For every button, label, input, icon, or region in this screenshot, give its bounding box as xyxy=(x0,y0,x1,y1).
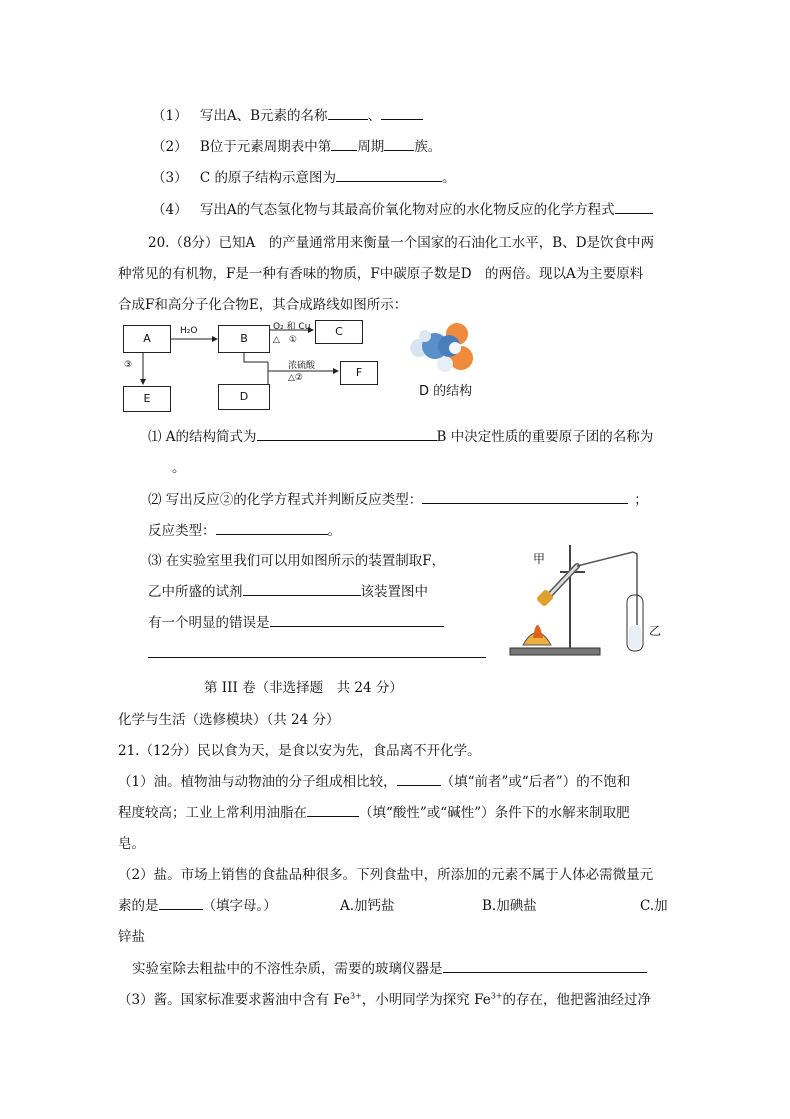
label-jia: 甲 xyxy=(533,552,546,566)
q21-sub3-line1: （3）酱。国家标准要求酱油中含有 $Fe^{3+}$，小明同学为探究 $Fe^{3+}$的存在，他把酱油经过净 xyxy=(118,991,652,1008)
option-a[interactable]: A.加钙盐 xyxy=(340,898,395,914)
q20-sub3: ⑶ 在实验室里我们可以用如图所示的装置制取F， xyxy=(148,553,446,569)
q21-sub1-line2: 程度较高；工业上常利用油脂在 （填“酸性”或“碱性”）条件下的水解来制取肥 xyxy=(118,805,630,821)
q20-reaction-type: 反应类型： 。 xyxy=(148,523,341,539)
answer-blank[interactable] xyxy=(159,896,203,910)
lab-apparatus xyxy=(505,540,665,660)
q21-intro: 21.（12分）民以食为天，是食以安为先，食品离不开化学。 xyxy=(118,743,481,759)
label-delta-1: △ ① xyxy=(273,335,297,345)
synthesis-diagram xyxy=(118,318,408,413)
node-c: C xyxy=(315,320,363,344)
molecule-caption: D 的结构 xyxy=(419,384,473,399)
node-e: E xyxy=(123,386,171,412)
answer-blank[interactable] xyxy=(243,582,361,596)
node-b: B xyxy=(218,325,270,353)
label-conc-acid: 浓硫酸 xyxy=(288,361,316,371)
label-3: ③ xyxy=(124,360,133,370)
q21-sub2-line3: 锌盐 xyxy=(118,929,145,945)
answer-blank[interactable] xyxy=(270,613,444,627)
q20-sub2: ⑵ 写出反应②的化学方程式并判断反应类型： ； xyxy=(148,492,648,508)
label-o2-cu: O₂ 和 Cu xyxy=(273,322,311,332)
label-delta-2: △② xyxy=(288,373,303,383)
answer-line[interactable] xyxy=(148,657,486,658)
answer-blank[interactable] xyxy=(381,106,423,120)
label-h2o: H₂O xyxy=(180,326,198,336)
answer-blank[interactable] xyxy=(257,427,437,441)
label-yi: 乙 xyxy=(649,624,662,638)
q20-intro-line3: 合成F和高分子化合物E，其合成路线如图所示： xyxy=(118,297,408,313)
answer-blank[interactable] xyxy=(216,521,328,535)
q20-sub1-end: 。 xyxy=(172,460,186,476)
q20-intro-line1: 20.（8分）已知A 的产量通常用来衡量一个国家的石油化工水平，B、D是饮食中两 xyxy=(148,235,655,251)
q20-sub3-error: 有一个明显的错误是 xyxy=(148,611,444,631)
q21-sub1-line3: 皂。 xyxy=(118,836,145,852)
apparatus-drawing xyxy=(505,540,665,660)
answer-blank[interactable] xyxy=(307,803,359,817)
answer-blank[interactable] xyxy=(615,200,653,214)
q19-part1: （1） 写出A、B元素的名称 、 xyxy=(152,104,423,124)
q19-part2: （2） B位于元素周期表中第 周期 族。 xyxy=(152,139,442,155)
molecule-model-d xyxy=(405,318,485,398)
q20-intro-line2: 种常见的有机物，F是一种有香味的物质，F中碳原子数是D 的两倍。现以A为主要原料 xyxy=(118,266,644,282)
part3-title: 第 III 卷（非选择题 共 24 分） xyxy=(204,680,403,696)
q19-part4: （4） 写出A的气态氢化物与其最高价氧化物对应的水化物反应的化学方程式 xyxy=(152,198,653,218)
answer-blank[interactable] xyxy=(384,137,414,151)
q21-sub2-line4: 实验室除去粗盐中的不溶性杂质，需要的玻璃仪器是 xyxy=(132,957,647,977)
q20-sub3-reagent: 乙中所盛的试剂 该装置图中 xyxy=(148,584,428,600)
answer-blank[interactable] xyxy=(422,490,628,504)
q21-sub2-line2: 素的是 （填字母。） xyxy=(118,898,277,914)
answer-blank[interactable] xyxy=(397,772,441,786)
q21-sub2-line1: （2）盐。市场上销售的食盐品种很多。下列食盐中，所添加的元素不属于人体必需微量元 xyxy=(118,867,654,883)
answer-blank[interactable] xyxy=(328,106,368,120)
q21-sub1-line1: （1）油。植物油与动物油的分子组成相比较， （填“前者”或“后者”）的不饱和 xyxy=(118,774,631,790)
molecule-icon xyxy=(405,318,485,378)
option-b[interactable]: B.加碘盐 xyxy=(482,898,537,914)
node-d: D xyxy=(218,384,270,410)
answer-blank[interactable] xyxy=(336,168,442,182)
answer-blank[interactable] xyxy=(331,137,357,151)
q19-part3: （3） C 的原子结构示意图为 。 xyxy=(152,170,456,186)
answer-blank[interactable] xyxy=(443,959,647,973)
module-title: 化学与生活（选修模块）（共 24 分） xyxy=(118,712,340,728)
q20-sub1: ⑴ A的结构简式为 B 中决定性质的重要原子团的名称为 xyxy=(148,429,654,445)
node-f: F xyxy=(340,361,378,385)
option-c[interactable]: C.加 xyxy=(640,898,668,914)
node-a: A xyxy=(123,325,171,353)
